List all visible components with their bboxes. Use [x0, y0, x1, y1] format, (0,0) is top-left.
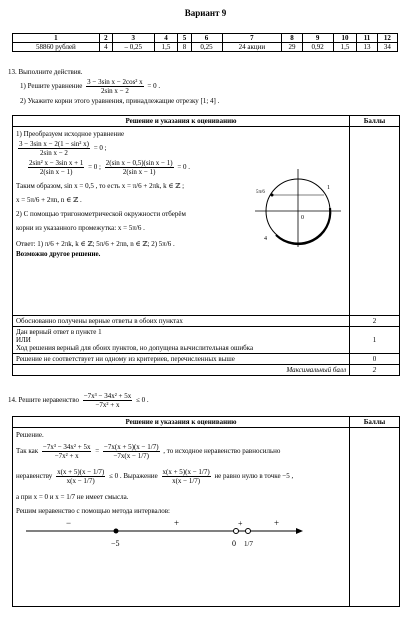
axis-sign-3: + [238, 519, 243, 528]
answer-number-11: 11 [357, 34, 377, 43]
task13-solution-cell [13, 127, 350, 316]
task14-step4: Решим неравенство с помощью метода интервалов: [16, 507, 170, 515]
answer-value-1: 58860 рублей [13, 43, 100, 52]
circle-label-5pi6: 5π/6 [256, 190, 265, 195]
axis-sign-4: + [274, 518, 280, 528]
answer-value-6: 0,25 [191, 43, 222, 52]
answers-values-row [13, 43, 398, 52]
task14-solution-label: Решение. [16, 431, 44, 439]
task13-points-3: 0 [350, 354, 400, 365]
trig-circle [253, 167, 343, 247]
answer-value-7: 24 акции [222, 43, 282, 52]
task13-answer: Ответ: 1) π/6 + 2πk, k ∈ ℤ; 5π/6 + 2πn, n ∈ ℤ; 2) 5π/6 . [16, 240, 175, 248]
answer-number-6: 6 [191, 34, 222, 43]
task13-solution-table [12, 115, 400, 376]
task13-step2: Таким образом, sin x = 0,5 , то есть x = π/6 + 2πk, k ∈ ℤ ; [16, 182, 185, 190]
task13-criterion-3: Решение не соответствует ни одному из критериев, перечисленных выше [13, 354, 350, 365]
answer-number-9: 9 [302, 34, 333, 43]
task13-formula1: $\frac{\text{3 − 3sin x − 2(1 − sin² x)}}{\text{2sin x − 2}}$ = 0 ; [19, 140, 107, 157]
answer-number-2: 2 [99, 34, 112, 43]
axis-label-minus5: −5 [111, 539, 120, 548]
task14-col-points: Баллы [350, 417, 400, 428]
answer-value-12: 34 [377, 43, 397, 52]
task14-statement: 14. Решите неравенство $\frac{\text{−7x³ − 34x² + 5x}}{\text{−7x² + x}}$ ≤ 0 . [8, 392, 149, 409]
answer-value-5: 8 [178, 43, 191, 52]
answer-number-5: 5 [178, 34, 191, 43]
answer-value-11: 13 [357, 43, 377, 52]
task13-col-points: Баллы [350, 116, 400, 127]
task13-header: 13. Выполните действия. [8, 68, 83, 76]
task13-step3: x = 5π/6 + 2πn, n ∈ ℤ . [16, 196, 82, 204]
answer-value-10: 1,5 [333, 43, 357, 52]
answer-number-3: 3 [113, 34, 155, 43]
task13-step5: корни из указанного промежутка: x = 5π/6 . [16, 224, 145, 232]
variant-title: Вариант 9 [184, 8, 227, 18]
axis-label-0: 0 [232, 539, 236, 548]
answer-number-1: 1 [13, 34, 100, 43]
task14-header: 14. Решите неравенство [8, 396, 79, 405]
circle-label-1: 1 [327, 185, 330, 191]
task13-points-cell [350, 127, 400, 316]
task13-criterion-2: Дан верный ответ в пункте 1 ИЛИ Ход решения верный для обоих пунктов, но допущена вычислительная ошибка [13, 327, 350, 354]
answer-value-3: – 0,25 [113, 43, 155, 52]
task14-step2: неравенству $\frac{x(x + 5)(x - 1/7)}{x(x - 1/7)}$ ≤ 0 . Выражение $\frac{x(x + 5)(x - 1/7)}{x(x - 1/7)}$ не равно нулю в точке −5 , [16, 468, 294, 485]
task13-step1: 1) Преобразуем исходное уравнение [16, 130, 125, 138]
task13-criterion-1: Обоснованно получены верные ответы в обоих пунктах [13, 316, 350, 327]
answer-number-4: 4 [154, 34, 178, 43]
task13-formula2: $\frac{\text{2sin² x − 3sin x + 1}}{\text{2(sin x − 1)}}$ = 0 ; $\frac{\text{2(sin x − 0,5)(sin x − 1)}}{\text{2(sin x − 1)}}$ = 0 . [29, 159, 191, 176]
task13-max-points: 2 [350, 365, 400, 376]
circle-label-0: 0 [301, 215, 304, 221]
answer-value-4: 1,5 [154, 43, 178, 52]
task14-step1: Так как $\frac{\text{−7x³ − 34x² + 5x}}{\text{−7x² + x}}$ = $\frac{-7x(x + 5)(x - 1/7)}{-7x(x - 1/7)}$ , то исходное неравенство равносильно [16, 443, 281, 460]
circle-label-4: 4 [264, 236, 267, 242]
answer-number-10: 10 [333, 34, 357, 43]
task13-item2: 2) Укажите корни этого уравнения, принадлежащие отрезку [1; 4] . [20, 97, 220, 105]
task14-solution-cell [13, 428, 350, 607]
answer-number-8: 8 [282, 34, 302, 43]
axis-label-1-7: 1/7 [244, 540, 253, 548]
axis-sign-2: + [174, 518, 180, 528]
task13-points-1: 2 [350, 316, 400, 327]
answer-value-9: 0,92 [302, 43, 333, 52]
task14-col-solution: Решение и указания к оцениванию [13, 417, 350, 428]
task13-col-solution: Решение и указания к оцениванию [13, 116, 350, 127]
task13-statement [8, 66, 219, 107]
answers-numbers-row [13, 34, 398, 43]
task13-alt-note: Возможно другое решение. [16, 250, 101, 258]
task14-solution-table [12, 416, 400, 607]
answer-number-7: 7 [222, 34, 282, 43]
answer-value-8: 29 [282, 43, 302, 52]
axis-sign-1: − [66, 518, 72, 528]
task13-step4: 2) С помощью тригонометрической окружности отберём [16, 210, 186, 218]
answer-value-2: 4 [99, 43, 112, 52]
task13-item1: 1) Решите уравнение $\frac{\text{3 − 3sin x − 2cos² x}}{\text{2sin x − 2}}$ = 0 . [20, 78, 161, 95]
task13-max-label: Максимальный балл [13, 365, 350, 376]
task14-points-cell [350, 428, 400, 607]
answer-number-12: 12 [377, 34, 397, 43]
task13-points-2: 1 [350, 327, 400, 354]
interval-axis [16, 517, 306, 549]
answers-table [12, 33, 398, 52]
task14-step3: а при x = 0 и x = 1/7 не имеет смысла. [16, 493, 129, 501]
